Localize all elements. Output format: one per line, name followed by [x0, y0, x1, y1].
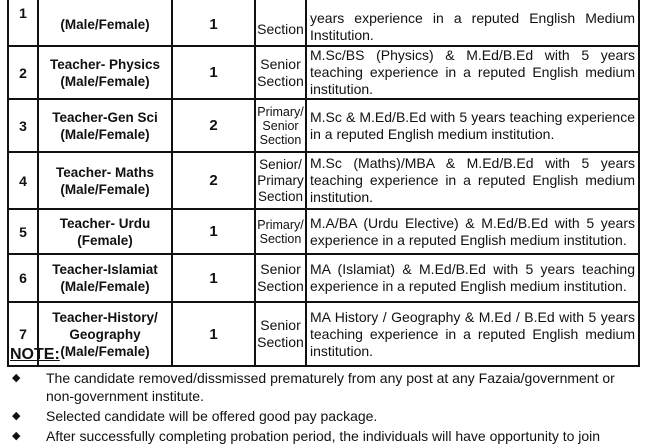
section-cell: Primary/ Senior Section	[255, 99, 306, 152]
post-name-cell: Teacher- Urdu (Female)	[38, 209, 172, 254]
post-name-cell: Teacher-Gen Sci (Male/Female)	[38, 99, 172, 152]
serial-number-cell: 4	[8, 152, 38, 209]
qualification-cell: M.Sc (Maths)/MBA & M.Ed/B.Ed with 5 years teaching experience in a reputed English medium institution.	[306, 152, 639, 209]
number-of-posts-cell: 1	[172, 209, 255, 254]
note-item	[10, 407, 640, 425]
bullet-icon: ◆	[12, 430, 21, 442]
bullet-icon: ◆	[12, 372, 21, 384]
serial-number-cell: 1	[8, 0, 38, 46]
qualification-cell: M.Sc/BS (Physics) & M.Ed/B.Ed with 5 years teaching experience in a reputed English medium institution.	[306, 46, 639, 99]
note-heading: NOTE:	[10, 346, 60, 363]
number-of-posts-cell: 1	[172, 254, 255, 302]
section-cell: Senior/ Primary Section	[255, 152, 306, 209]
section-cell: Senior Section	[255, 254, 306, 302]
table-row	[8, 209, 639, 254]
qualification-cell: MA History / Geography & M.Ed / B.Ed with 5 years teaching experience in a reputed English medium institution.	[306, 302, 639, 366]
table-row	[8, 152, 639, 209]
number-of-posts-cell: 1	[172, 0, 255, 46]
qualification-cell: M.Sc & M.Ed/B.Ed with 5 years teaching experience in a reputed English medium institution.	[306, 99, 639, 152]
note-text: After successfully completing probation period, the individuals will have opportunity to join	[46, 428, 601, 444]
number-of-posts-cell: 1	[172, 46, 255, 99]
post-name-cell: Teacher-Islamiat (Male/Female)	[38, 254, 172, 302]
number-of-posts-cell: 1	[172, 302, 255, 366]
table-row	[8, 254, 639, 302]
post-name-cell: Teacher- Physics (Male/Female)	[38, 46, 172, 99]
section-cell: Senior Section	[255, 46, 306, 99]
serial-number-cell: 2	[8, 46, 38, 99]
vacancy-table	[7, 0, 640, 367]
table-row	[8, 302, 639, 366]
serial-number-cell: 5	[8, 209, 38, 254]
note-item	[10, 427, 640, 445]
serial-number-cell: 7	[8, 302, 38, 366]
number-of-posts-cell: 2	[172, 152, 255, 209]
serial-number-cell: 6	[8, 254, 38, 302]
table-row	[8, 99, 639, 152]
post-name-cell: Teacher- Maths (Male/Female)	[38, 152, 172, 209]
note-list	[10, 369, 640, 447]
note-item	[10, 369, 640, 405]
post-name-cell: Teacher-History/ Geography (Male/Female)	[38, 302, 172, 366]
note-text: Selected candidate will be offered good pay package.	[46, 408, 378, 424]
table-row	[8, 0, 639, 46]
note-text: The candidate removed/dissmissed prematurely from any post at any Fazaia/government or non-government institute.	[46, 370, 615, 404]
qualification-cell: M.A/BA (Urdu Elective) & M.Ed/B.Ed with 5 years experience in a reputed English medium institution.	[306, 209, 639, 254]
section-cell: Primary/ Section	[255, 209, 306, 254]
bullet-icon: ◆	[12, 410, 21, 422]
table-row	[8, 46, 639, 99]
qualification-cell: years experience in a reputed English Medium Institution.	[306, 0, 639, 46]
number-of-posts-cell: 2	[172, 99, 255, 152]
section-cell: Senior Section	[255, 302, 306, 366]
qualification-cell: MA (Islamiat) & M.Ed/B.Ed with 5 years teaching experience in a reputed English medium institution.	[306, 254, 639, 302]
serial-number-cell: 3	[8, 99, 38, 152]
post-name-cell: (Male/Female)	[38, 0, 172, 46]
section-cell: Section	[255, 0, 306, 46]
